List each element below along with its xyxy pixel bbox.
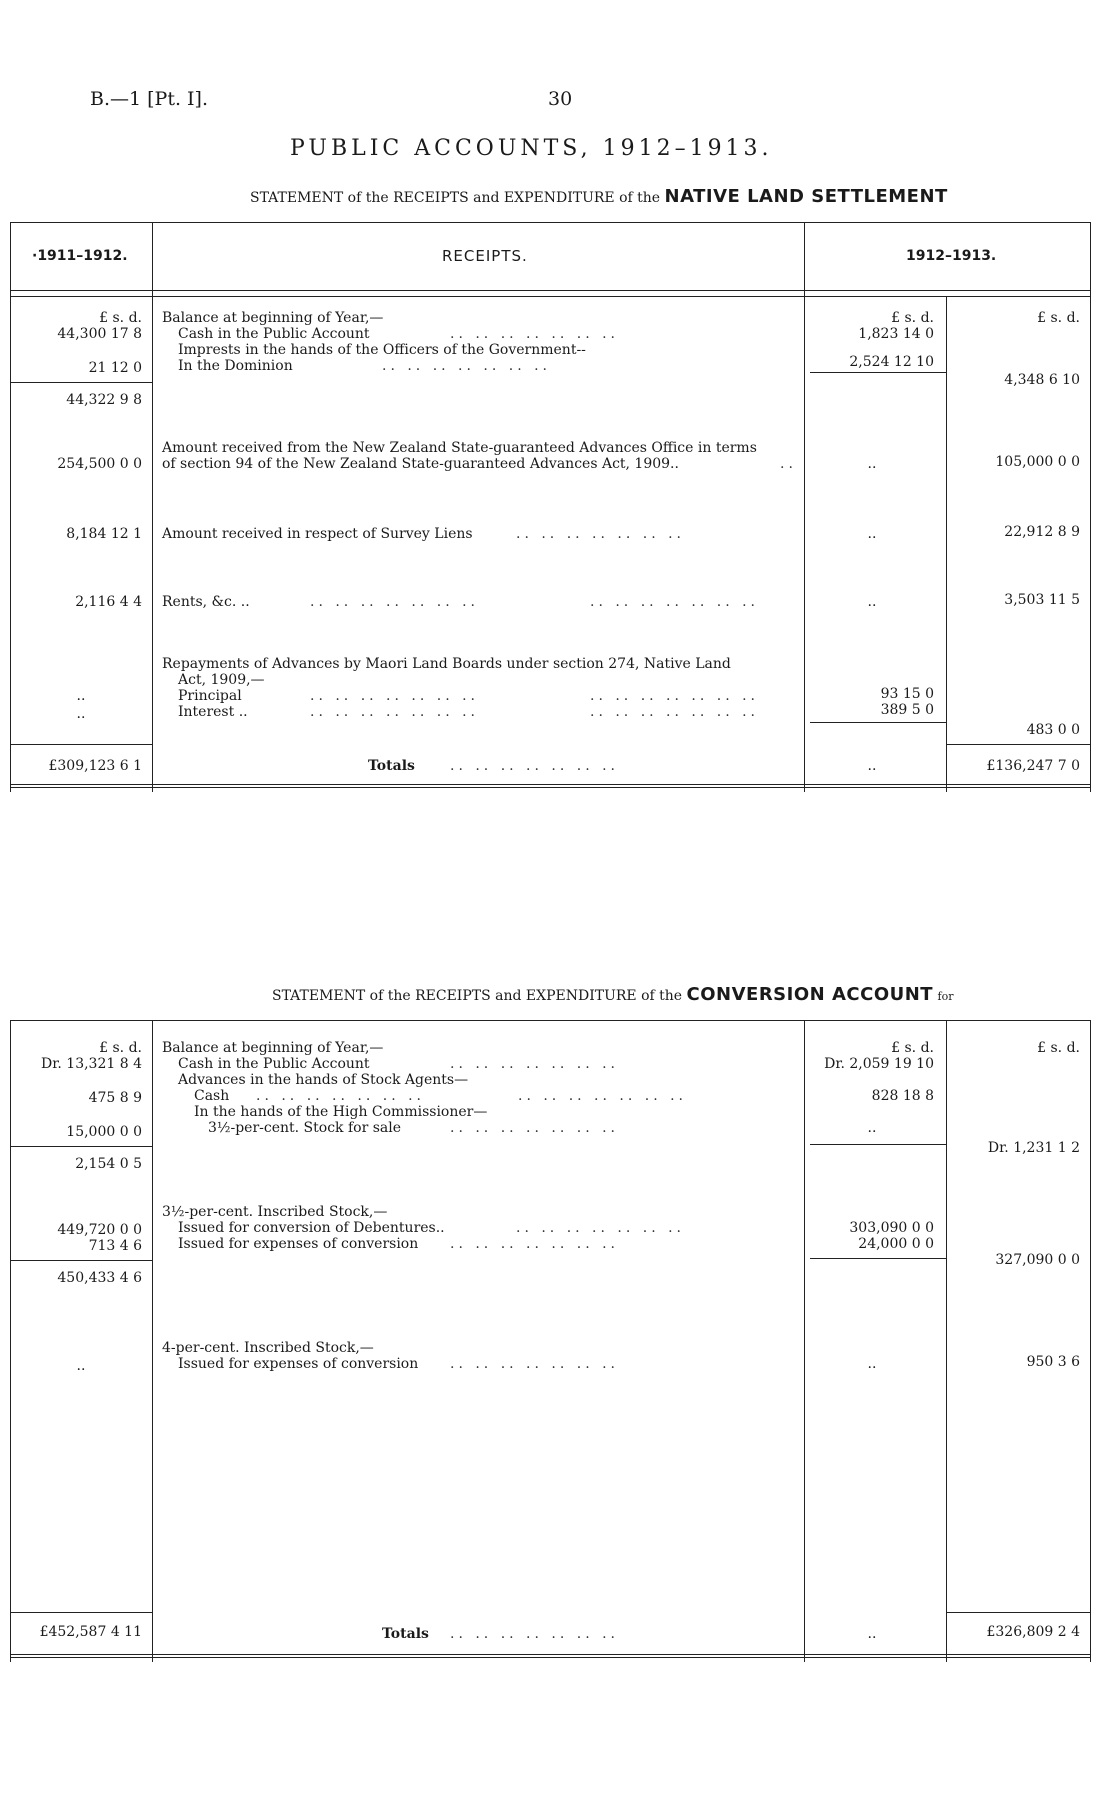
balance-label: Balance at beginning of Year,—: [162, 310, 384, 326]
survey-prev-value: 8,184 12 1: [66, 526, 142, 542]
table-rule: [1090, 1020, 1091, 1662]
subtotal-rule: [946, 1612, 1090, 1613]
four-total-value: 950 3 6: [1026, 1354, 1080, 1370]
leader-dots: .. .. .. .. .. .. ..: [310, 594, 480, 610]
conversion-statement-suffix: for: [937, 990, 954, 1003]
survey-inner-value: ..: [867, 526, 877, 542]
interest-inner-value: 389 5 0: [880, 702, 934, 718]
leader-dots: .. .. .. .. .. .. ..: [450, 1120, 620, 1136]
balance-total-value: Dr. 1,231 1 2: [987, 1140, 1080, 1156]
subtotal-rule: [10, 382, 152, 383]
leader-dots: .. .. .. .. .. .. ..: [450, 1236, 620, 1252]
debentures-prev-value: 449,720 0 0: [57, 1222, 142, 1238]
balance-subtotal-prev-value: 2,154 0 5: [75, 1156, 142, 1172]
interest-label: Interest ..: [178, 704, 248, 720]
leader-dots: .. .. .. .. .. .. ..: [450, 1626, 620, 1642]
cash-inner-value: 1,823 14 0: [858, 326, 934, 342]
leader-dots: .. .. .. .. .. .. ..: [450, 1356, 620, 1372]
repay-label-2: Act, 1909,—: [178, 672, 265, 688]
table-rule: [10, 290, 1090, 291]
conversion-statement-heading: [272, 984, 954, 1005]
table-rule: [804, 222, 805, 792]
table-rule: [946, 1020, 947, 1662]
table-rule: [10, 1020, 1090, 1021]
native-land-table: [10, 222, 1090, 792]
advances-label-2: of section 94 of the New Zealand State-guaranteed Advances Act, 1909..: [162, 456, 679, 472]
leader-dots: .. .. .. .. .. .. ..: [590, 688, 760, 704]
leader-dots: .. .. .. .. .. .. ..: [518, 1088, 688, 1104]
principal-prev-value: ..: [76, 688, 86, 704]
agents-cash-label: Cash: [194, 1088, 230, 1104]
agents-cash-inner-value: 828 18 8: [871, 1088, 934, 1104]
dominion-label: In the Dominion: [178, 358, 293, 374]
leader-dots: ..: [780, 456, 797, 472]
prev-subtotal-value: 44,322 9 8: [66, 392, 142, 408]
rents-label: Rents, &c. ..: [162, 594, 250, 610]
balance-total-value: 4,348 6 10: [1004, 372, 1080, 388]
advances-inner-value: ..: [867, 456, 877, 472]
debentures-inner-value: 303,090 0 0: [849, 1220, 934, 1236]
inscribed-subtotal-prev-value: 450,433 4 6: [57, 1270, 142, 1286]
totals-curr-value: £326,809 2 4: [986, 1624, 1080, 1640]
stock-sale-inner-value: ..: [867, 1120, 877, 1136]
leader-dots: .. .. .. .. .. .. ..: [310, 704, 480, 720]
leader-dots: .. .. .. .. .. .. ..: [516, 1220, 686, 1236]
column-header-prev-year: ·1911–1912.: [32, 248, 128, 264]
expenses-prev-value: 713 4 6: [88, 1238, 142, 1254]
conversion-statement-name: CONVERSION ACCOUNT: [686, 984, 934, 1005]
four-sub-label: Issued for expenses of conversion: [178, 1356, 419, 1372]
inscribed-label: 3½-per-cent. Inscribed Stock,—: [162, 1204, 388, 1220]
document-reference: B.—1 [Pt. I].: [90, 88, 208, 110]
subtotal-rule: [10, 1146, 152, 1147]
leader-dots: .. .. .. .. .. .. ..: [450, 1056, 620, 1072]
subtotal-rule: [810, 372, 946, 373]
cash-prev-value: Dr. 13,321 8 4: [41, 1056, 142, 1072]
rents-curr-value: 3,503 11 5: [1004, 592, 1080, 608]
column-header-receipts: RECEIPTS.: [442, 247, 528, 265]
column-header-curr-year: 1912–1913.: [906, 248, 997, 264]
totals-inner-value: ..: [867, 1626, 877, 1642]
survey-curr-value: 22,912 8 9: [1004, 524, 1080, 540]
leader-dots: .. .. .. .. .. .. ..: [450, 758, 620, 774]
four-per-cent-label: 4-per-cent. Inscribed Stock,—: [162, 1340, 374, 1356]
high-commissioner-label: In the hands of the High Commissioner—: [194, 1104, 488, 1120]
dominion-inner-value: 2,524 12 10: [849, 354, 934, 370]
native-statement-heading: [250, 186, 948, 207]
units-prev: £ s. d.: [99, 1040, 142, 1056]
stock-sale-prev-value: 15,000 0 0: [66, 1124, 142, 1140]
repay-label-1: Repayments of Advances by Maori Land Boards under section 274, Native Land: [162, 656, 731, 672]
conversion-account-table: [10, 1020, 1090, 1662]
leader-dots: .. .. .. .. .. .. ..: [256, 1088, 426, 1104]
advances-agents-label: Advances in the hands of Stock Agents—: [178, 1072, 469, 1088]
subtotal-rule: [810, 1144, 946, 1145]
subtotal-rule: [10, 744, 152, 745]
advances-curr-value: 105,000 0 0: [995, 454, 1080, 470]
native-statement-prefix: STATEMENT of the RECEIPTS and EXPENDITURE of the: [250, 190, 661, 206]
leader-dots: .. .. .. .. .. .. ..: [590, 594, 760, 610]
subtotal-rule: [10, 1612, 152, 1613]
subtotal-rule: [810, 722, 946, 723]
units-curr: £ s. d.: [1037, 310, 1080, 326]
units-inner: £ s. d.: [891, 310, 934, 326]
table-rule: [10, 222, 11, 792]
inscribed-total-value: 327,090 0 0: [995, 1252, 1080, 1268]
table-bottom-double-rule: [10, 1654, 1091, 1658]
table-rule: [152, 1020, 153, 1662]
totals-prev-value: £452,587 4 11: [39, 1624, 142, 1640]
table-rule: [10, 222, 1090, 223]
totals-label: Totals: [382, 1626, 429, 1642]
advances-label-1: Amount received from the New Zealand State-guaranteed Advances Office in terms: [162, 440, 757, 456]
units-curr: £ s. d.: [1037, 1040, 1080, 1056]
leader-dots: .. .. .. .. .. .. ..: [310, 688, 480, 704]
leader-dots: .. .. .. .. .. .. ..: [382, 358, 552, 374]
interest-prev-value: ..: [76, 706, 86, 722]
table-rule: [10, 296, 1090, 297]
leader-dots: .. .. .. .. .. .. ..: [450, 326, 620, 342]
advances-prev-value: 254,500 0 0: [57, 456, 142, 472]
table-bottom-double-rule: [10, 784, 1091, 788]
totals-inner-value: ..: [867, 758, 877, 774]
balance-label: Balance at beginning of Year,—: [162, 1040, 384, 1056]
expenses-label: Issued for expenses of conversion: [178, 1236, 419, 1252]
units-inner: £ s. d.: [891, 1040, 934, 1056]
expenses-inner-value: 24,000 0 0: [858, 1236, 934, 1252]
table-rule: [152, 222, 153, 792]
table-rule: [1090, 222, 1091, 792]
page-number: 30: [548, 88, 573, 110]
leader-dots: .. .. .. .. .. .. ..: [590, 704, 760, 720]
subtotal-rule: [10, 1260, 152, 1261]
dominion-prev-value: 21 12 0: [88, 360, 142, 376]
table-rule: [946, 296, 947, 792]
survey-label: Amount received in respect of Survey Liens: [162, 526, 473, 542]
four-inner-value: ..: [867, 1356, 877, 1372]
subtotal-rule: [810, 1258, 946, 1259]
agents-cash-prev-value: 475 8 9: [88, 1090, 142, 1106]
cash-inner-value: Dr. 2,059 19 10: [824, 1056, 934, 1072]
principal-inner-value: 93 15 0: [880, 686, 934, 702]
repay-total-value: 483 0 0: [1026, 722, 1080, 738]
units-prev: £ s. d.: [99, 310, 142, 326]
page-title: PUBLIC ACCOUNTS, 1912–1913.: [290, 136, 773, 161]
totals-label: Totals: [368, 758, 415, 774]
imprests-label: Imprests in the hands of the Officers of the Government--: [178, 342, 586, 358]
stock-sale-label: 3½-per-cent. Stock for sale: [208, 1120, 402, 1136]
rents-prev-value: 2,116 4 4: [75, 594, 142, 610]
four-prev-value: ..: [76, 1358, 86, 1374]
cash-prev-value: 44,300 17 8: [57, 326, 142, 342]
totals-curr-value: £136,247 7 0: [986, 758, 1080, 774]
cash-label: Cash in the Public Account: [178, 1056, 370, 1072]
table-rule: [804, 1020, 805, 1662]
leader-dots: .. .. .. .. .. .. ..: [516, 526, 686, 542]
subtotal-rule: [946, 744, 1090, 745]
cash-label: Cash in the Public Account: [178, 326, 370, 342]
totals-prev-value: £309,123 6 1: [48, 758, 142, 774]
debentures-label: Issued for conversion of Debentures..: [178, 1220, 445, 1236]
native-statement-name: NATIVE LAND SETTLEMENT: [664, 186, 948, 207]
table-rule: [10, 1020, 11, 1662]
conversion-statement-prefix: STATEMENT of the RECEIPTS and EXPENDITURE of the: [272, 988, 683, 1004]
principal-label: Principal: [178, 688, 242, 704]
rents-inner-value: ..: [867, 594, 877, 610]
